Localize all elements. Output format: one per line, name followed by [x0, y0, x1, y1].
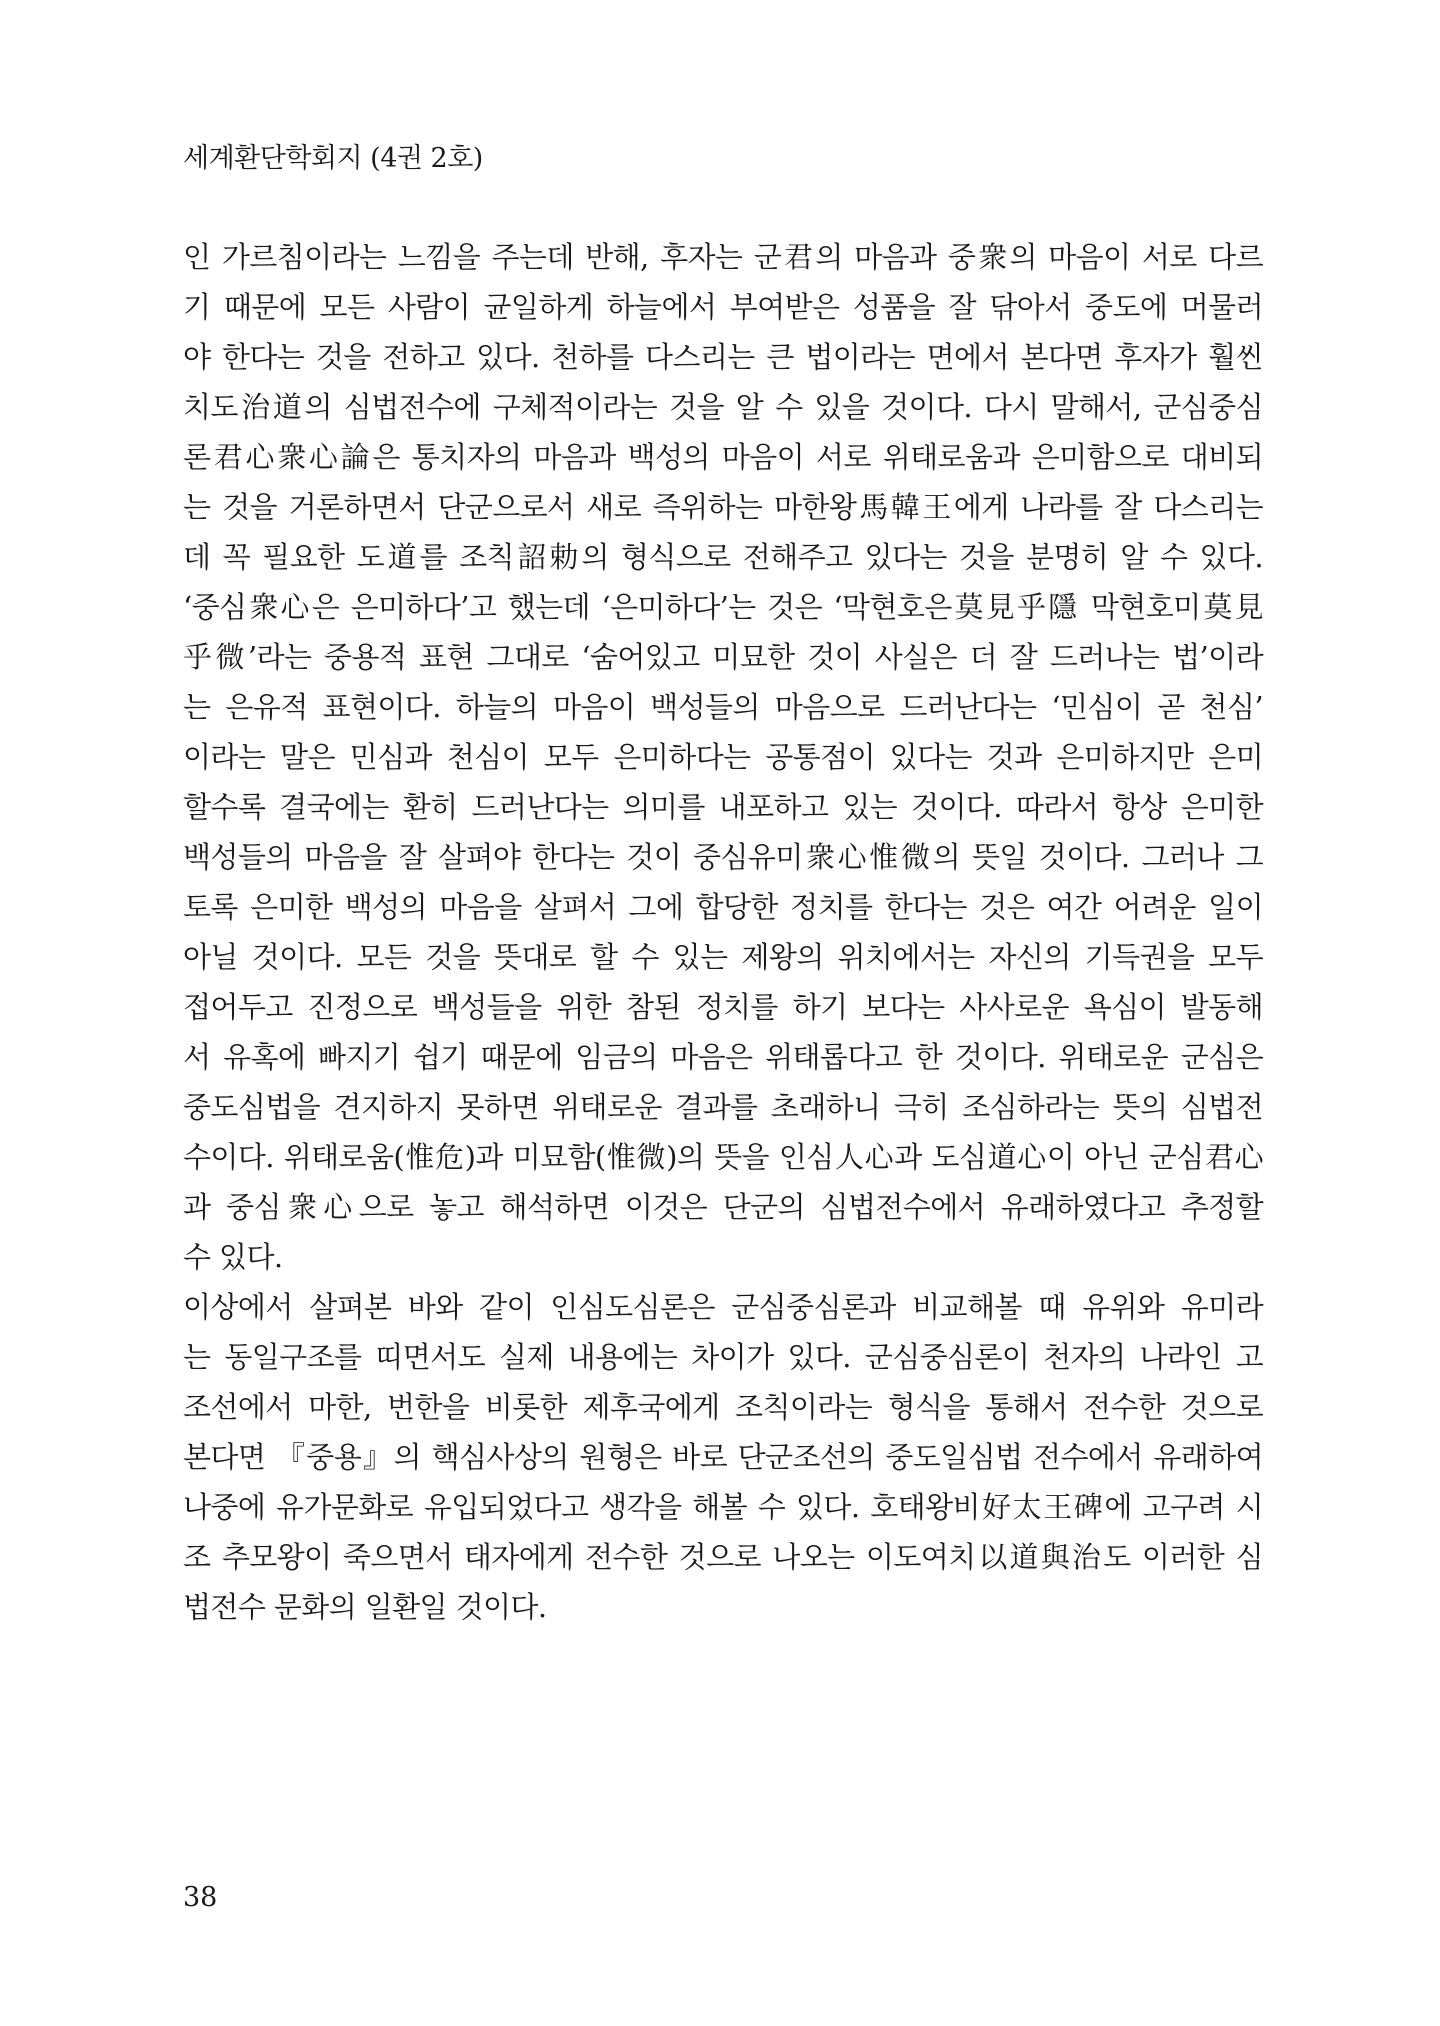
page-number: 38: [183, 1882, 218, 1913]
text-line: 는 동일구조를 띠면서도 실제 내용에는 차이가 있다. 군심중심론이 천자의 나라인 고: [183, 1340, 1263, 1374]
text-line: 중도심법을 견지하지 못하면 위태로운 결과를 초래하니 극히 조심하라는 뜻의 심법전: [183, 1090, 1263, 1124]
text-line: 乎微’라는 중용적 표현 그대로 ‘숨어있고 미묘한 것이 사실은 더 잘 드러나는 법’이라: [183, 640, 1263, 674]
running-header: 세계환단학회지 (4권 2호): [183, 143, 483, 174]
text-line: 본다면 『중용』의 핵심사상의 원형은 바로 단군조선의 중도일심법 전수에서 유래하여: [183, 1440, 1263, 1474]
text-line: 기 때문에 모든 사람이 균일하게 하늘에서 부여받은 성품을 잘 닦아서 중도에 머물러: [183, 290, 1263, 324]
text-line: 론君心衆心論은 통치자의 마음과 백성의 마음이 서로 위태로움과 은미함으로 대비되: [183, 440, 1263, 474]
text-line: 조선에서 마한, 번한을 비롯한 제후국에게 조칙이라는 형식을 통해서 전수한 것으로: [183, 1390, 1263, 1424]
text-line: 데 꼭 필요한 도道를 조칙詔勅의 형식으로 전해주고 있다는 것을 분명히 알 수 있다.: [183, 540, 1263, 574]
text-line: 수이다. 위태로움(惟危)과 미묘함(惟微)의 뜻을 인심人心과 도심道心이 아닌 군심君心: [183, 1140, 1263, 1174]
text-line: 는 것을 거론하면서 단군으로서 새로 즉위하는 마한왕馬韓王에게 나라를 잘 다스리는: [183, 490, 1263, 524]
text-line: 과 중심衆心으로 놓고 해석하면 이것은 단군의 심법전수에서 유래하였다고 추정할: [183, 1190, 1263, 1224]
text-line: 이상에서 살펴본 바와 같이 인심도심론은 군심중심론과 비교해볼 때 유위와 유미라: [183, 1290, 1263, 1324]
text-line: 수 있다.: [183, 1240, 283, 1274]
text-line: 나중에 유가문화로 유입되었다고 생각을 해볼 수 있다. 호태왕비好太王碑에 고구려 시: [183, 1490, 1263, 1524]
text-line: 는 은유적 표현이다. 하늘의 마음이 백성들의 마음으로 드러난다는 ‘민심이 곧 천심’: [183, 690, 1263, 724]
text-line: 서 유혹에 빠지기 쉽기 때문에 임금의 마음은 위태롭다고 한 것이다. 위태로운 군심은: [183, 1040, 1263, 1074]
body-text: [183, 232, 1263, 1632]
text-line: 토록 은미한 백성의 마음을 살펴서 그에 합당한 정치를 한다는 것은 여간 어려운 일이: [183, 890, 1263, 924]
text-line: 조 추모왕이 죽으면서 태자에게 전수한 것으로 나오는 이도여치以道與治도 이러한 심: [183, 1540, 1263, 1574]
text-line: 백성들의 마음을 잘 살펴야 한다는 것이 중심유미衆心惟微의 뜻일 것이다. 그러나 그: [183, 840, 1263, 874]
text-line: 법전수 문화의 일환일 것이다.: [183, 1590, 547, 1624]
text-line: 야 한다는 것을 전하고 있다. 천하를 다스리는 큰 법이라는 면에서 본다면 후자가 훨씬: [183, 340, 1263, 374]
text-line: 할수록 결국에는 환히 드러난다는 의미를 내포하고 있는 것이다. 따라서 항상 은미한: [183, 790, 1263, 824]
text-line: 접어두고 진정으로 백성들을 위한 참된 정치를 하기 보다는 사사로운 욕심이 발동해: [183, 990, 1263, 1024]
text-line: 치도治道의 심법전수에 구체적이라는 것을 알 수 있을 것이다. 다시 말해서, 군심중심: [183, 390, 1263, 424]
text-line: ‘중심衆心은 은미하다’고 했는데 ‘은미하다’는 것은 ‘막현호은莫見乎隱 막현호미莫見: [183, 590, 1263, 624]
text-line: 이라는 말은 민심과 천심이 모두 은미하다는 공통점이 있다는 것과 은미하지만 은미: [183, 740, 1263, 774]
text-line: 인 가르침이라는 느낌을 주는데 반해, 후자는 군君의 마음과 중衆의 마음이 서로 다르: [183, 240, 1263, 274]
text-line: 아닐 것이다. 모든 것을 뜻대로 할 수 있는 제왕의 위치에서는 자신의 기득권을 모두: [183, 940, 1263, 974]
